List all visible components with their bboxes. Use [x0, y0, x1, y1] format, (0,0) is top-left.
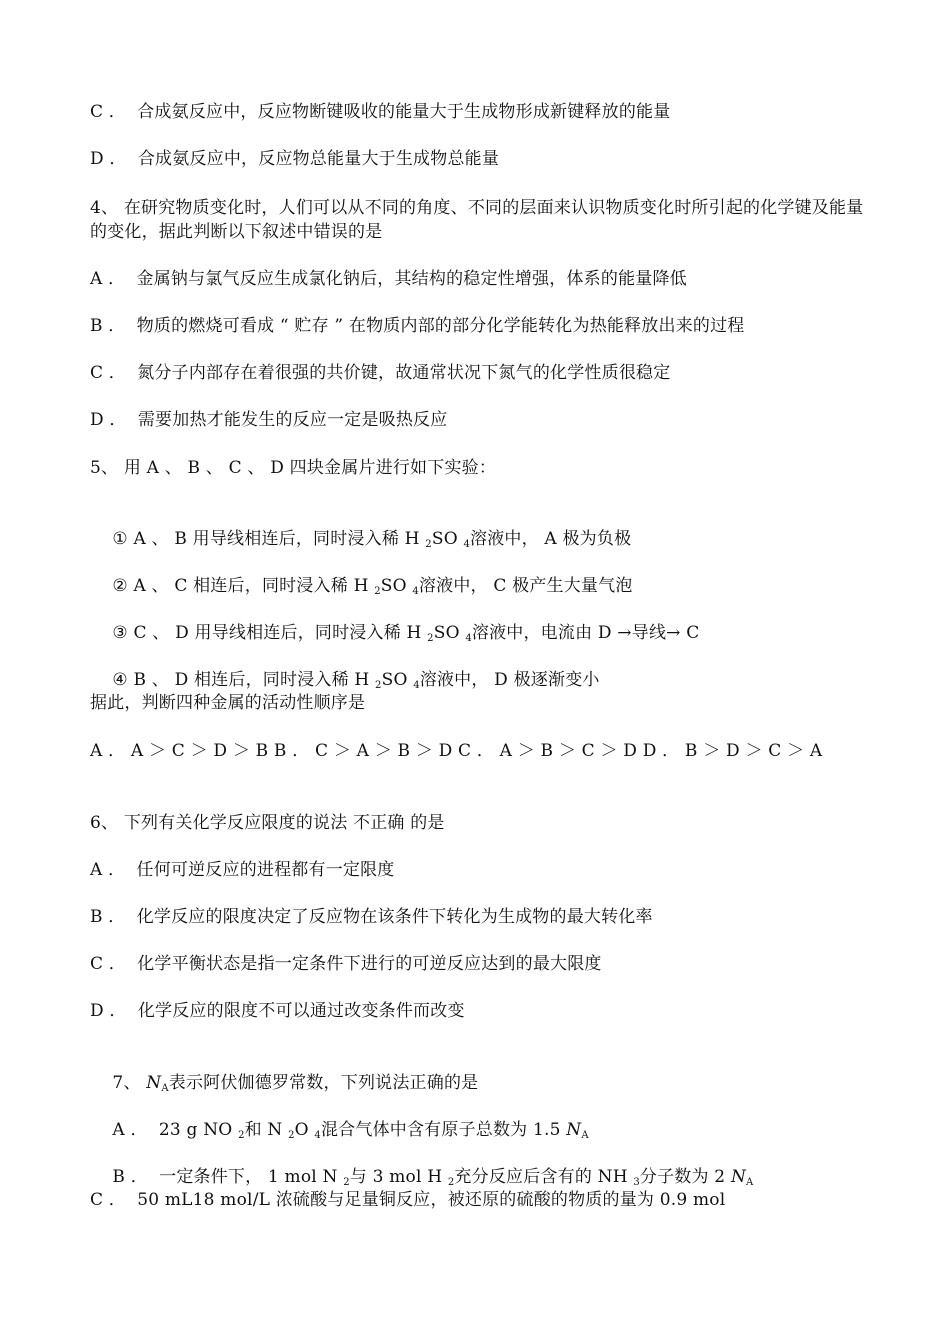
question-7-number: 7、 [112, 1073, 147, 1093]
option-6c: C ． 化学平衡状态是指一定条件下进行的可逆反应达到的最大限度 [90, 954, 602, 974]
subscript-2: 2 [288, 1130, 295, 1141]
option-7a-text-2: 和 N [244, 1120, 289, 1140]
subscript-a: A [161, 1083, 169, 1094]
question-5-prompt: 据此，判断四种金属的活动性顺序是 [90, 693, 366, 713]
experiment-2-text-a: ② A 、 C 相连后，同时浸入稀 H [112, 576, 375, 596]
option-4a: A ． 金属钠与氯气反应生成氯化钠后，其结构的稳定性增强，体系的能量降低 [90, 269, 687, 289]
subscript-4: 4 [465, 633, 472, 644]
subscript-3: 3 [633, 1177, 640, 1188]
subscript-4: 4 [412, 586, 419, 597]
subscript-2: 2 [427, 633, 434, 644]
experiment-3-text-c: 溶液中，电流由 D →导线→ C [471, 623, 700, 643]
avogadro-symbol: N [146, 1073, 162, 1093]
experiment-1-text-a: ① A 、 B 用导线相连后，同时浸入稀 H [112, 529, 426, 549]
subscript-2: 2 [374, 586, 381, 597]
experiment-3-text-a: ③ C 、 D 用导线相连后，同时浸入稀 H [112, 623, 428, 643]
question-5-stem: 5、 用 A 、 B 、 C 、 D 四块金属片进行如下实验： [90, 458, 497, 478]
option-7a-text-3: O [294, 1120, 315, 1140]
subscript-2: 2 [343, 1177, 350, 1188]
avogadro-symbol: N [730, 1167, 747, 1187]
subscript-2: 2 [375, 680, 382, 691]
option-4b: B ． 物质的燃烧可看成 “ 贮存 ” 在物质内部的部分化学能转化为热能释放出来的过程 [90, 316, 745, 336]
option-7b-text-3: 充分反应后含有的 NH [454, 1167, 634, 1187]
option-7b-text-1: B ． 一定条件下， 1 mol N [112, 1167, 344, 1187]
option-7a-text-4: 混合气体中含有原子总数为 1.5 [320, 1120, 567, 1140]
subscript-2: 2 [447, 1177, 455, 1188]
experiment-1-text-b: SO [431, 529, 464, 549]
subscript-4: 4 [413, 680, 420, 691]
option-6b: B ． 化学反应的限度决定了反应物在该条件下转化为生成物的最大转化率 [90, 907, 653, 927]
subscript-a: A [581, 1130, 589, 1141]
option-7a-text-1: A ． 23 g NO [112, 1120, 239, 1140]
question-5-options: A ． A ＞ C ＞ D ＞ B B ． C ＞ A ＞ B ＞ D C ． A ＞ B ＞ C ＞ D D ． B ＞ D ＞ C ＞ A [90, 741, 823, 761]
experiment-3-text-b: SO [433, 623, 466, 643]
question-4-stem: 4、 在研究物质变化时，人们可以从不同的角度、不同的层面来认识物质变化时所引起的化学键及能量的变化，据此判断以下叙述中错误的是 [90, 198, 864, 242]
avogadro-symbol: N [566, 1120, 582, 1140]
subscript-2: 2 [238, 1130, 245, 1141]
experiment-4-text-a: ④ B 、 D 相连后，同时浸入稀 H [112, 670, 376, 690]
option-4c: C ． 氮分子内部存在着很强的共价键，故通常状况下氮气的化学性质很稳定 [90, 363, 671, 383]
experiment-1-text-c: 溶液中， A 极为负极 [470, 529, 632, 549]
experiment-2-text-b: SO [380, 576, 413, 596]
option-6d: D ． 化学反应的限度不可以通过改变条件而改变 [90, 1001, 465, 1021]
option-3c: C ． 合成氨反应中，反应物断键吸收的能量大于生成物形成新键释放的能量 [90, 102, 671, 122]
question-7-text: 表示阿伏伽德罗常数，下列说法正确的是 [168, 1073, 479, 1093]
option-7b-text-2: 与 3 mol H [349, 1167, 448, 1187]
subscript-a: A [746, 1177, 754, 1188]
experiment-4-text-c: 溶液中， D 极逐渐变小 [419, 670, 600, 690]
option-7b-text-4: 分子数为 2 [639, 1167, 731, 1187]
option-7c: C ． 50 mL18 mol/L 浓硫酸与足量铜反应，被还原的硫酸的物质的量为 0.9 mol [90, 1190, 726, 1210]
experiment-4-text-b: SO [381, 670, 414, 690]
subscript-2: 2 [425, 539, 432, 550]
experiment-2-text-c: 溶液中， C 极产生大量气泡 [418, 576, 633, 596]
subscript-4: 4 [463, 539, 470, 550]
question-6-stem: 6、 下列有关化学反应限度的说法 不正确 的是 [90, 813, 445, 833]
option-3d: D ． 合成氨反应中，反应物总能量大于生成物总能量 [90, 149, 500, 169]
option-6a: A ． 任何可逆反应的进程都有一定限度 [90, 860, 395, 880]
option-4d: D ． 需要加热才能发生的反应一定是吸热反应 [90, 410, 448, 430]
subscript-4: 4 [314, 1130, 321, 1141]
